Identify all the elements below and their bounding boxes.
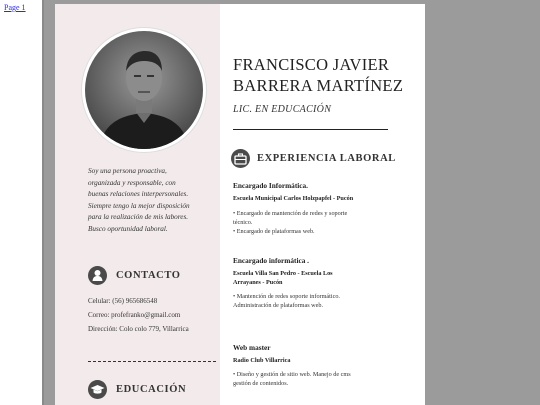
experience-title: EXPERIENCIA LABORAL	[257, 153, 396, 164]
job-organization-line: Escuela Villa San Pedro - Escuela Los	[233, 270, 333, 277]
name-line: FRANCISCO JAVIER	[233, 55, 390, 74]
job-title: Web master	[233, 343, 271, 352]
contact-address: Dirección: Colo colo 779, Villarrica	[88, 325, 189, 333]
section-divider	[88, 361, 216, 362]
resume-sidebar	[55, 4, 220, 405]
job-description	[233, 292, 383, 310]
profile-line: Siempre tengo la mejor disposición	[88, 201, 190, 210]
job-organization	[233, 270, 383, 287]
page-1-link[interactable]: Page 1	[4, 3, 26, 12]
job-title: Encargado informática .	[233, 256, 310, 265]
profession: LIC. EN EDUCACIÓN	[233, 104, 332, 115]
contact-email: Correo: profefranko@gmail.com	[88, 311, 181, 319]
job-organization: Escuela Municipal Carlos Holzpapfel - Pucón	[233, 195, 354, 202]
job-description-line: • Mantención de redes soporte informático.	[233, 293, 340, 300]
job-organization-line: Arrayanes - Pucón	[233, 278, 283, 286]
resume-page	[55, 4, 425, 405]
job-description-line: • Encargado de mantención de redes y soporte	[233, 210, 348, 217]
profile-photo	[82, 28, 206, 152]
briefcase-icon	[231, 149, 250, 168]
profile-line: Soy una persona proactiva,	[88, 167, 167, 175]
header-rule	[233, 129, 388, 130]
job-organization: Radio Club Villarrica	[233, 357, 291, 364]
name-line: BARRERA MARTÍNEZ	[233, 76, 404, 95]
education-title: EDUCACIÓN	[116, 384, 187, 395]
job-description-line: • Diseño y gestión de sitio web. Manejo de cms	[233, 371, 351, 378]
profile-summary	[88, 166, 213, 236]
person-icon	[88, 266, 107, 285]
job-title: Encargado Informática.	[233, 181, 308, 190]
profile-line: buenas relaciones interpersonales.	[88, 190, 189, 199]
profile-line: Busco oportunidad laboral.	[88, 224, 168, 233]
candidate-name	[233, 54, 403, 96]
job-description-line: técnico.	[233, 219, 253, 226]
job-description	[233, 370, 383, 388]
job-description-line: Administración de plataformas web.	[233, 302, 324, 309]
job-description	[233, 209, 383, 236]
profile-line: organizada y responsable, con	[88, 178, 176, 187]
thumbnail-pane	[0, 0, 44, 405]
job-description-line: gestión de contenidos.	[233, 380, 289, 387]
profile-line: para la realización de mis labores.	[88, 213, 189, 222]
contact-phone: Celular: (56) 965686548	[88, 297, 158, 305]
contact-title: CONTACTO	[116, 270, 181, 281]
graduation-cap-icon	[88, 380, 107, 399]
job-description-line: • Encargado de plataformas web.	[233, 228, 315, 235]
